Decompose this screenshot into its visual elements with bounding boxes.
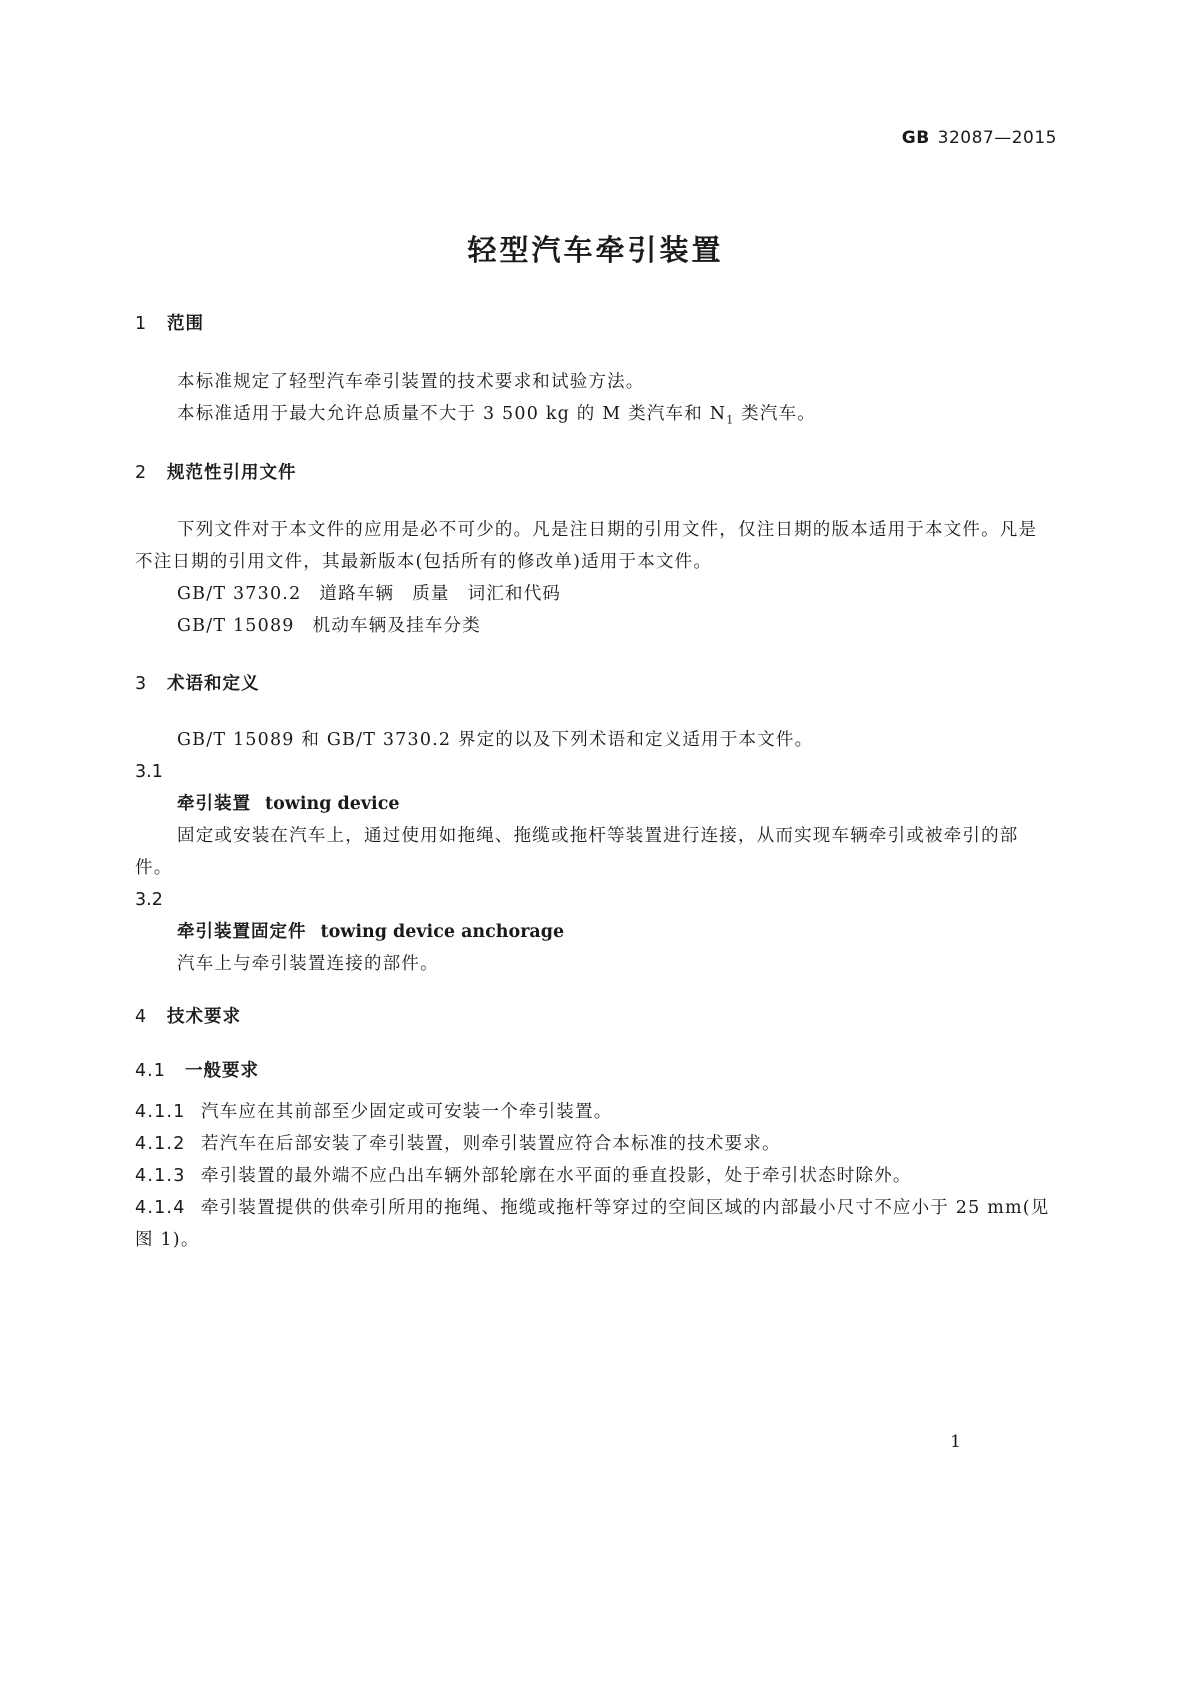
scope-paragraph-1: 本标准规定了轻型汽车牵引装置的技术要求和试验方法。 — [177, 372, 645, 392]
section-2-body — [135, 514, 1055, 642]
reference-item: GB/T 3730.2 道路车辆 质量 词汇和代码 — [177, 584, 562, 604]
term-definition: 汽车上与牵引装置连接的部件。 — [177, 954, 439, 974]
term-number: 3.2 — [135, 890, 163, 910]
clause-4-1-1: 4.1.1 汽车应在其前部至少固定或可安装一个牵引装置。 — [135, 1102, 613, 1122]
normative-references-paragraph: 下列文件对于本文件的应用是必不可少的。凡是注日期的引用文件，仅注日期的版本适用于本文件。凡是不注日期的引用文件，其最新版本(包括所有的修改单)适用于本文件。 — [135, 520, 1038, 572]
term-entry: 牵引装置固定件 towing device anchorage — [177, 922, 565, 942]
gb-prefix: GB — [901, 128, 930, 148]
section-2-heading: 2 规范性引用文件 — [135, 463, 297, 483]
section-3-heading: 3 术语和定义 — [135, 674, 260, 694]
section-4-1-heading: 4.1 一般要求 — [135, 1061, 259, 1081]
document-title: 轻型汽车牵引装置 — [467, 233, 724, 267]
section-4-heading: 4 技术要求 — [135, 1007, 241, 1027]
page-number: 1 — [950, 1432, 961, 1452]
standard-number: 32087—2015 — [937, 128, 1057, 148]
section-4-body — [135, 1096, 1055, 1256]
scope-paragraph-2: 本标准适用于最大允许总质量不大于 3 500 kg 的 M 类汽车和 $N_1$ 类汽车。 — [177, 404, 816, 427]
terms-intro: GB/T 15089 和 GB/T 3730.2 界定的以及下列术语和定义适用于本文件。 — [177, 730, 814, 750]
term-entry: 牵引装置 towing device — [177, 794, 400, 814]
clause-4-1-2: 4.1.2 若汽车在后部安装了牵引装置，则牵引装置应符合本标准的技术要求。 — [135, 1134, 781, 1154]
clause-4-1-4: 4.1.4 牵引装置提供的供牵引所用的拖绳、拖缆或拖杆等穿过的空间区域的内部最小尺寸不应小于 25 mm(见图 1)。 — [135, 1198, 1050, 1250]
term-definition: 固定或安装在汽车上，通过使用如拖绳、拖缆或拖杆等装置进行连接，从而实现车辆牵引或被牵引的部件。 — [135, 826, 1019, 878]
term-number: 3.1 — [135, 762, 163, 782]
section-1-heading: 1 范围 — [135, 314, 204, 334]
reference-item: GB/T 15089 机动车辆及挂车分类 — [177, 616, 481, 636]
standard-code — [902, 128, 1057, 148]
section-3-body — [135, 724, 1055, 980]
section-1-body — [135, 366, 1055, 437]
clause-4-1-3: 4.1.3 牵引装置的最外端不应凸出车辆外部轮廓在水平面的垂直投影，处于牵引状态时除外。 — [135, 1166, 912, 1186]
